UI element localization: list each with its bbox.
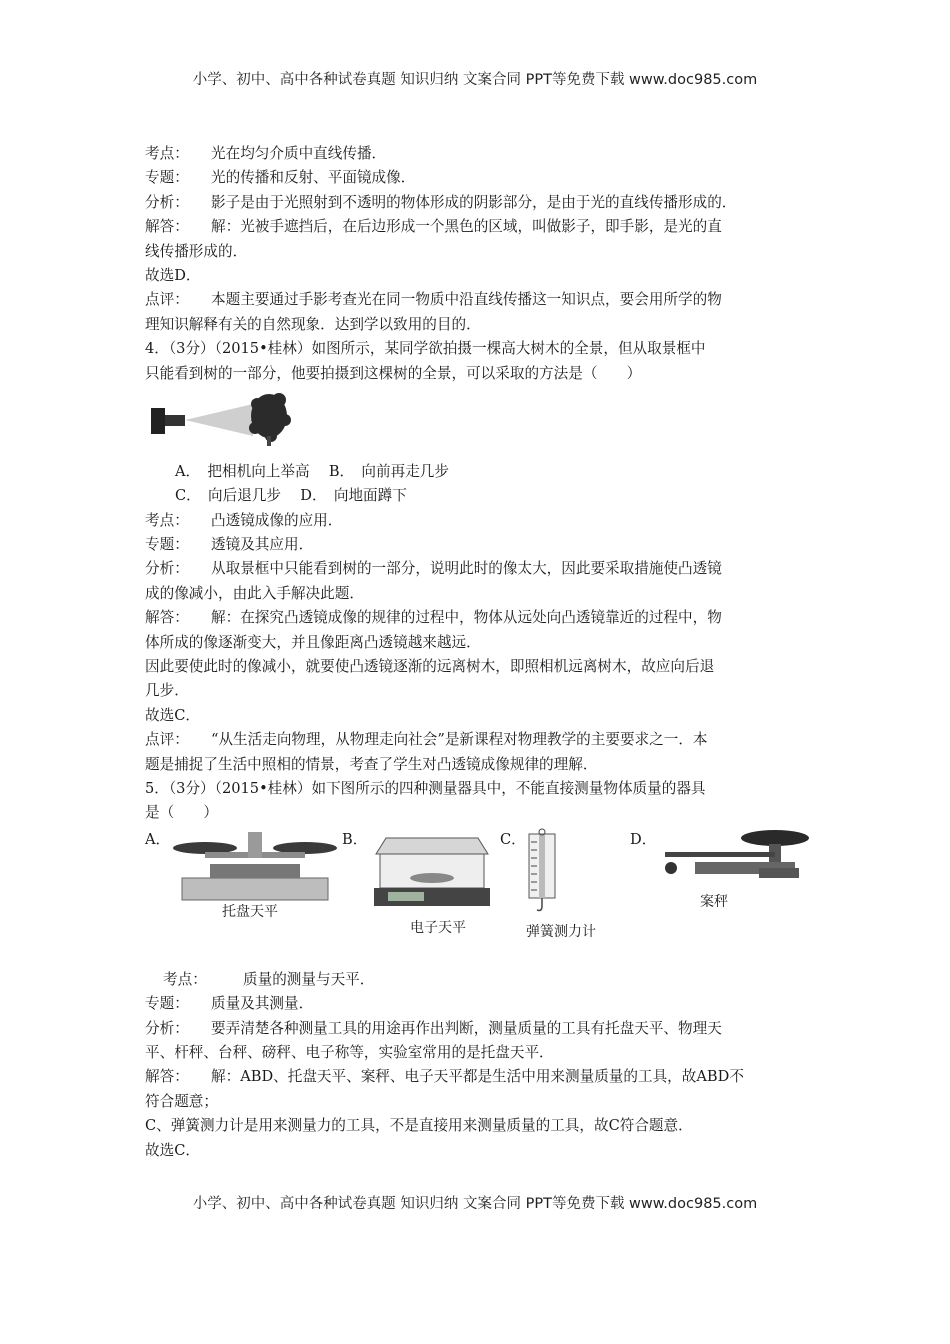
camera-tree-figure (145, 386, 305, 458)
q4-zhuanti: 专题： 透镜及其应用． (145, 536, 314, 554)
q4-dianping: 点评： “从生活走向物理，从物理走向社会”是新课程对物理教学的主要要求之一．本 (145, 731, 708, 749)
q4-stem-cont: 只能看到树的一部分，他要拍摄到这棵树的全景，可以采取的方法是（ ） (145, 364, 642, 382)
q4-jieda-cont: 体所成的像逐渐变大，并且像距离凸透镜越来越远． (145, 633, 481, 651)
q5-fenxi: 分析： 要弄清楚各种测量工具的用途再作出判断，测量质量的工具有托盘天平、物理天 (145, 1019, 722, 1037)
q3-dianping-cont: 理知识解释有关的自然现象．达到学以致用的目的． (145, 315, 481, 333)
q4-kaodian: 考点： 凸透镜成像的应用． (145, 511, 343, 529)
q5-figure (145, 828, 810, 968)
q3-zhuanti: 专题： 光的传播和反射、平面镜成像． (145, 169, 416, 187)
q4-stem: 4．（3分）（2015•桂林）如图所示，某同学欲拍摄一棵高大树木的全景，但从取景框中 (145, 340, 706, 358)
q4-figure (145, 386, 810, 460)
q5-option-b-label: B． (342, 830, 368, 848)
q5-option-a-label: A． (145, 830, 171, 848)
q4-dianping-cont: 题是捕捉了生活中照相的情景，考查了学生对凸透镜成像规律的理解． (145, 755, 598, 773)
q4-jieda: 解答： 解：在探究凸透镜成像的规律的过程中，物体从远处向凸透镜靠近的过程中，物 (145, 609, 722, 627)
q4-options-ab: A． 把相机向上举高 B． 向前再走几步 (175, 462, 449, 480)
q4-jieda-cont2: 因此要使此时的像减小，就要使凸透镜逐渐的远离树木，即照相机远离树木，故应向后退 (145, 658, 715, 676)
q3-answer: 故选D． (145, 266, 201, 284)
q5-stem-cont: 是（ ） (145, 804, 218, 822)
q3-dianping: 点评： 本题主要通过手影考查光在同一物质中沿直线传播这一知识点，要会用所学的物 (145, 291, 722, 309)
q5-answer: 故选C． (145, 1141, 200, 1159)
caption-tray-balance: 托盘天平 (222, 903, 278, 920)
spring-scale-image (523, 828, 563, 918)
q5-jieda-cont2: C、弹簧测力计是用来测量力的工具，不是直接用来测量质量的工具，故C符合题意． (145, 1117, 693, 1135)
caption-electronic-balance: 电子天平 (410, 919, 466, 936)
q4-fenxi: 分析： 从取景框中只能看到树的一部分，说明此时的像太大，因此要采取措施使凸透镜 (145, 560, 722, 578)
q4-options-cd: C． 向后退几步 D． 向地面蹲下 (175, 487, 407, 505)
q4-fenxi-cont: 成的像减小，由此入手解决此题． (145, 584, 364, 602)
q5-kaodian: 考点： 质量的测量与天平． (163, 970, 375, 988)
q3-jieda-cont: 线传播形成的． (145, 242, 248, 260)
tray-balance-image (170, 828, 340, 908)
electronic-balance-image (370, 834, 495, 914)
q4-jieda-cont3: 几步． (145, 682, 189, 700)
q3-jieda: 解答： 解：光被手遮挡后，在后边形成一个黑色的区域，叫做影子，即手影，是光的直 (145, 218, 722, 236)
q4-answer: 故选C． (145, 706, 200, 724)
q5-fenxi-cont: 平、杆秤、台秤、磅秤、电子称等，实验室常用的是托盘天平． (145, 1043, 554, 1061)
q5-jieda-cont: 符合题意； (145, 1092, 218, 1110)
platform-scale-image (655, 828, 810, 888)
q5-jieda: 解答： 解：ABD、托盘天平、案秤、电子天平都是生活中用来测量质量的工具，故ABD不 (145, 1068, 744, 1086)
caption-spring-scale: 弹簧测力计 (526, 923, 596, 940)
page-footer: 小学、初中、高中各种试卷真题 知识归纳 文案合同 PPT等免费下载 www.doc985.com (192, 1196, 758, 1212)
q3-fenxi: 分析： 影子是由于光照射到不透明的物体形成的阴影部分，是由于光的直线传播形成的． (145, 193, 737, 211)
document-body (145, 142, 810, 1163)
q5-zhuanti: 专题： 质量及其测量． (145, 995, 314, 1013)
q5-option-c-label: C． (500, 830, 526, 848)
q3-kaodian: 考点： 光在均匀介质中直线传播． (145, 145, 387, 162)
q5-stem: 5．（3分）（2015•桂林）如下图所示的四种测量器具中，不能直接测量物体质量的器具 (145, 779, 706, 797)
page-header: 小学、初中、高中各种试卷真题 知识归纳 文案合同 PPT等免费下载 www.doc985.com (192, 72, 758, 88)
caption-platform-scale: 案秤 (700, 893, 728, 910)
q5-option-d-label: D． (630, 830, 657, 848)
